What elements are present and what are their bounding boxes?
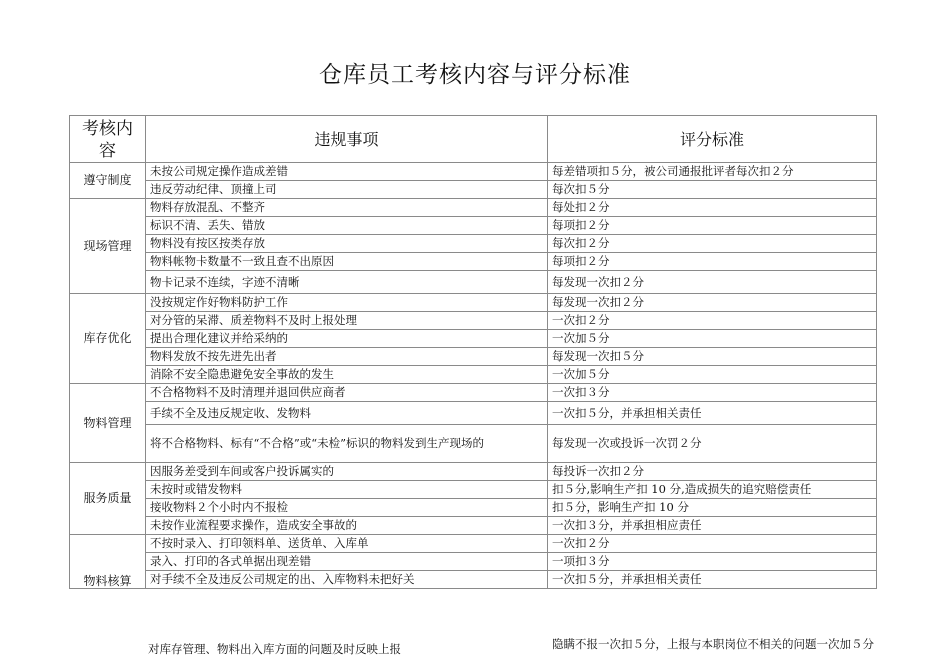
violation-cell: 因服务差受到车间或客户投诉属实的: [146, 463, 548, 481]
table-row: [70, 163, 877, 181]
violation-cell: 将不合格物料、标有“不合格”或“未检”标识的物料发到生产现场的: [146, 425, 548, 463]
violation-cell: 不按时录入、打印领料单、送货单、入库单: [146, 535, 548, 553]
violation-cell: 对分管的呆滞、质差物料不及时上报处理: [146, 312, 548, 330]
table-row: [70, 517, 877, 535]
assessment-table: [69, 115, 877, 589]
violation-cell: 录入、打印的各式单据出现差错: [146, 553, 548, 571]
table-row: [70, 366, 877, 384]
table-row: [70, 199, 877, 217]
standard-cell: 一项扣３分: [548, 553, 877, 571]
category-cell: 遵守制度: [70, 163, 146, 199]
standard-cell: 每差错项扣５分，被公司通报批评者每次扣２分: [548, 163, 877, 181]
standard-cell: 每发现一次扣２分: [548, 294, 877, 312]
table-row: [70, 402, 877, 425]
violation-cell: 对手续不全及违反公司规定的出、入库物料未把好关: [146, 571, 548, 589]
violation-cell: 标识不清、丢失、错放: [146, 217, 548, 235]
table-row: [70, 312, 877, 330]
violation-cell: 物料帐物卡数量不一致且查不出原因: [146, 253, 548, 271]
table-row: [70, 348, 877, 366]
category-cell: 服务质量: [70, 463, 146, 535]
violation-cell: 物料发放不按先进先出者: [146, 348, 548, 366]
standard-cell: 一次扣２分: [548, 535, 877, 553]
standard-cell: 一次扣２分: [548, 312, 877, 330]
standard-cell: 一次扣５分，并承担相关责任: [548, 571, 877, 589]
standard-cell: 每项扣２分: [548, 217, 877, 235]
standard-cell: 每发现一次或投诉一次罚２分: [548, 425, 877, 463]
violation-cell: 未按时或错发物料: [146, 481, 548, 499]
page-title: 仓库员工考核内容与评分标准: [319, 62, 631, 88]
standard-cell: 一次扣３分: [548, 384, 877, 402]
category-cell: 物料管理: [70, 384, 146, 463]
standard-cell: 每发现一次扣２分: [548, 271, 877, 294]
violation-cell: 违反劳动纪律、顶撞上司: [146, 181, 548, 199]
table-row: [70, 217, 877, 235]
table-row: [70, 294, 877, 312]
standard-cell: 一次加５分: [548, 330, 877, 348]
table-row: [70, 535, 877, 553]
violation-cell: 未按作业流程要求操作，造成安全事故的: [146, 517, 548, 535]
violation-cell: 物料存放混乱、不整齐: [146, 199, 548, 217]
category-cell: 库存优化: [70, 294, 146, 384]
standard-cell: 一次扣５分，并承担相关责任: [548, 402, 877, 425]
table-row: [70, 253, 877, 271]
table-row: [70, 553, 877, 571]
table-row: [70, 499, 877, 517]
standard-cell: 一次加５分: [548, 366, 877, 384]
trailing-violation-text: 对库存管理、物料出入库方面的问题及时反映上报: [148, 642, 401, 656]
standard-cell: 每发现一次扣５分: [548, 348, 877, 366]
table-row: [70, 181, 877, 199]
violation-cell: 物卡记录不连续，字迹不清晰: [146, 271, 548, 294]
violation-cell: 未按公司规定操作造成差错: [146, 163, 548, 181]
violation-cell: 接收物料２个小时内不报检: [146, 499, 548, 517]
table-row: [70, 571, 877, 589]
table-row: [70, 481, 877, 499]
table-row: [70, 463, 877, 481]
violation-cell: 不合格物料不及时清理并退回供应商者: [146, 384, 548, 402]
table-row: [70, 425, 877, 463]
header-violation: 违规事项: [146, 116, 548, 163]
table-row: [70, 330, 877, 348]
standard-cell: 一次扣３分，并承担相应责任: [548, 517, 877, 535]
violation-cell: 没按规定作好物料防护工作: [146, 294, 548, 312]
violation-cell: 手续不全及违反规定收、发物料: [146, 402, 548, 425]
standard-cell: 每项扣２分: [548, 253, 877, 271]
violation-cell: 消除不安全隐患避免安全事故的发生: [146, 366, 548, 384]
category-cell: 现场管理: [70, 199, 146, 294]
header-category: 考核内容: [70, 116, 146, 163]
table-header-row: [70, 116, 877, 163]
table-row: [70, 271, 877, 294]
standard-cell: 扣５分,影响生产扣 10 分,造成损失的追究赔偿责任: [548, 481, 877, 499]
standard-cell: 每处扣２分: [548, 199, 877, 217]
standard-cell: 每次扣５分: [548, 181, 877, 199]
table-row: [70, 235, 877, 253]
violation-cell: 提出合理化建议并给采纳的: [146, 330, 548, 348]
standard-cell: 每次扣２分: [548, 235, 877, 253]
trailing-standard-text: 隐瞒不报一次扣５分，上报与本职岗位不相关的问题一次加５分: [552, 637, 874, 651]
table-row: [70, 384, 877, 402]
header-standard: 评分标准: [548, 116, 877, 163]
violation-cell: 物料没有按区按类存放: [146, 235, 548, 253]
standard-cell: 扣５分，影响生产扣 10 分: [548, 499, 877, 517]
category-cell: 物料核算: [70, 535, 146, 589]
standard-cell: 每投诉一次扣２分: [548, 463, 877, 481]
